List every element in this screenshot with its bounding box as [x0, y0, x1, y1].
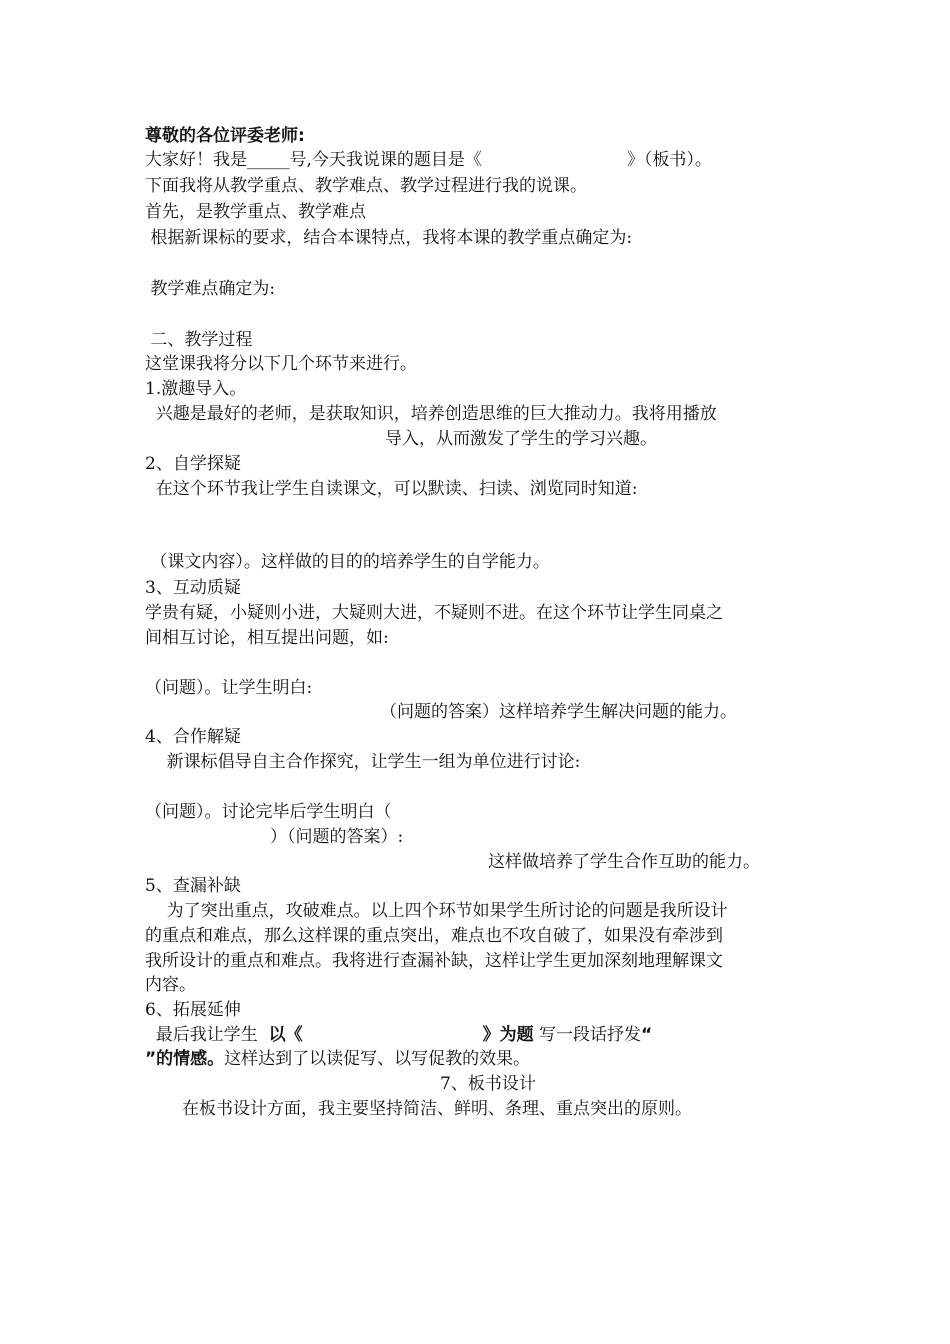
section-3-title: 3、互动质疑 [145, 578, 241, 598]
s6-text-g: 这样达到了以读促写、以写促教的效果。 [224, 1049, 531, 1069]
section-6-title: 6、拓展延伸 [145, 1000, 241, 1020]
process-intro: 这堂课我将分以下几个环节来进行。 [145, 354, 417, 374]
key-point: 根据新课标的要求，结合本课特点，我将本课的教学重点确定为: [145, 228, 633, 248]
section-3-para-4: （问题的答案）这样培养学生解决问题的能力。 [380, 702, 737, 722]
section-5-title: 5、查漏补缺 [145, 876, 241, 896]
s6-text-c: 》为题 [482, 1025, 534, 1045]
section-3-para-2: 间相互讨论，相互提出问题，如: [145, 628, 389, 648]
s6-text-b: 以《 [268, 1025, 303, 1045]
difficult-point: 教学难点确定为: [145, 279, 276, 299]
s6-text-a: 最后我让学生 [145, 1025, 269, 1045]
intro-line-1 [145, 148, 712, 172]
section-5-para-1: 为了突出重点，攻破难点。以上四个环节如果学生所讨论的问题是我所设计 [145, 901, 728, 921]
s6-text-d: 写一段话抒发 [533, 1025, 642, 1045]
section-4-para-3: ）（问题的答案）: [270, 827, 404, 847]
part2-heading: 二、教学过程 [145, 330, 253, 350]
section-6-para-2 [145, 1047, 530, 1071]
intro-text-b: 》（板书）。 [626, 150, 712, 170]
section-1-para-2: 导入，从而激发了学生的学习兴趣。 [385, 429, 657, 449]
section-4-title: 4、合作解疑 [145, 727, 241, 747]
section-7-title: 7、板书设计 [440, 1074, 536, 1094]
part1-heading: 首先，是教学重点、教学难点 [145, 202, 366, 222]
section-5-para-2: 的重点和难点，那么这样课的重点突出，难点也不攻自破了，如果没有牵涉到 [145, 926, 723, 946]
section-5-para-4: 内容。 [145, 975, 196, 995]
s6-text-f: ”的情感。 [145, 1049, 225, 1069]
section-1-title: 1.激趣导入。 [145, 379, 247, 399]
section-4-para-2: （问题）。讨论完毕后学生明白（ [145, 802, 392, 822]
section-4-para-4: 这样做培养了学生合作互助的能力。 [488, 852, 760, 872]
section-2-para-2: （课文内容）。这样做的目的的培养学生的自学能力。 [145, 552, 550, 572]
intro-line-2: 下面我将从教学重点、教学难点、教学过程进行我的说课。 [145, 176, 587, 196]
greeting: 尊敬的各位评委老师: [145, 126, 305, 146]
section-3-para-3: （问题）。让学生明白: [145, 678, 313, 698]
section-2-title: 2、自学探疑 [145, 454, 241, 474]
section-6-para-1 [145, 1023, 652, 1047]
section-7-para-1: 在板书设计方面，我主要坚持简洁、鲜明、条理、重点突出的原则。 [182, 1099, 692, 1119]
section-2-para-1: 在这个环节我让学生自读课文，可以默读、扫读、浏览同时知道: [145, 479, 638, 499]
section-5-para-3: 我所设计的重点和难点。我将进行查漏补缺，这样让学生更加深刻地理解课文 [145, 951, 723, 971]
section-4-para-1: 新课标倡导自主合作探究，让学生一组为单位进行讨论: [145, 752, 581, 772]
intro-text-a: 大家好！我是_____号,今天我说课的题目是《 [145, 150, 482, 170]
section-1-para-1: 兴趣是最好的老师，是获取知识，培养创造思维的巨大推动力。我将用播放 [145, 404, 717, 424]
s6-text-e: “ [641, 1025, 653, 1045]
section-3-para-1: 学贵有疑，小疑则小进，大疑则大进，不疑则不进。在这个环节让学生同桌之 [145, 603, 723, 623]
